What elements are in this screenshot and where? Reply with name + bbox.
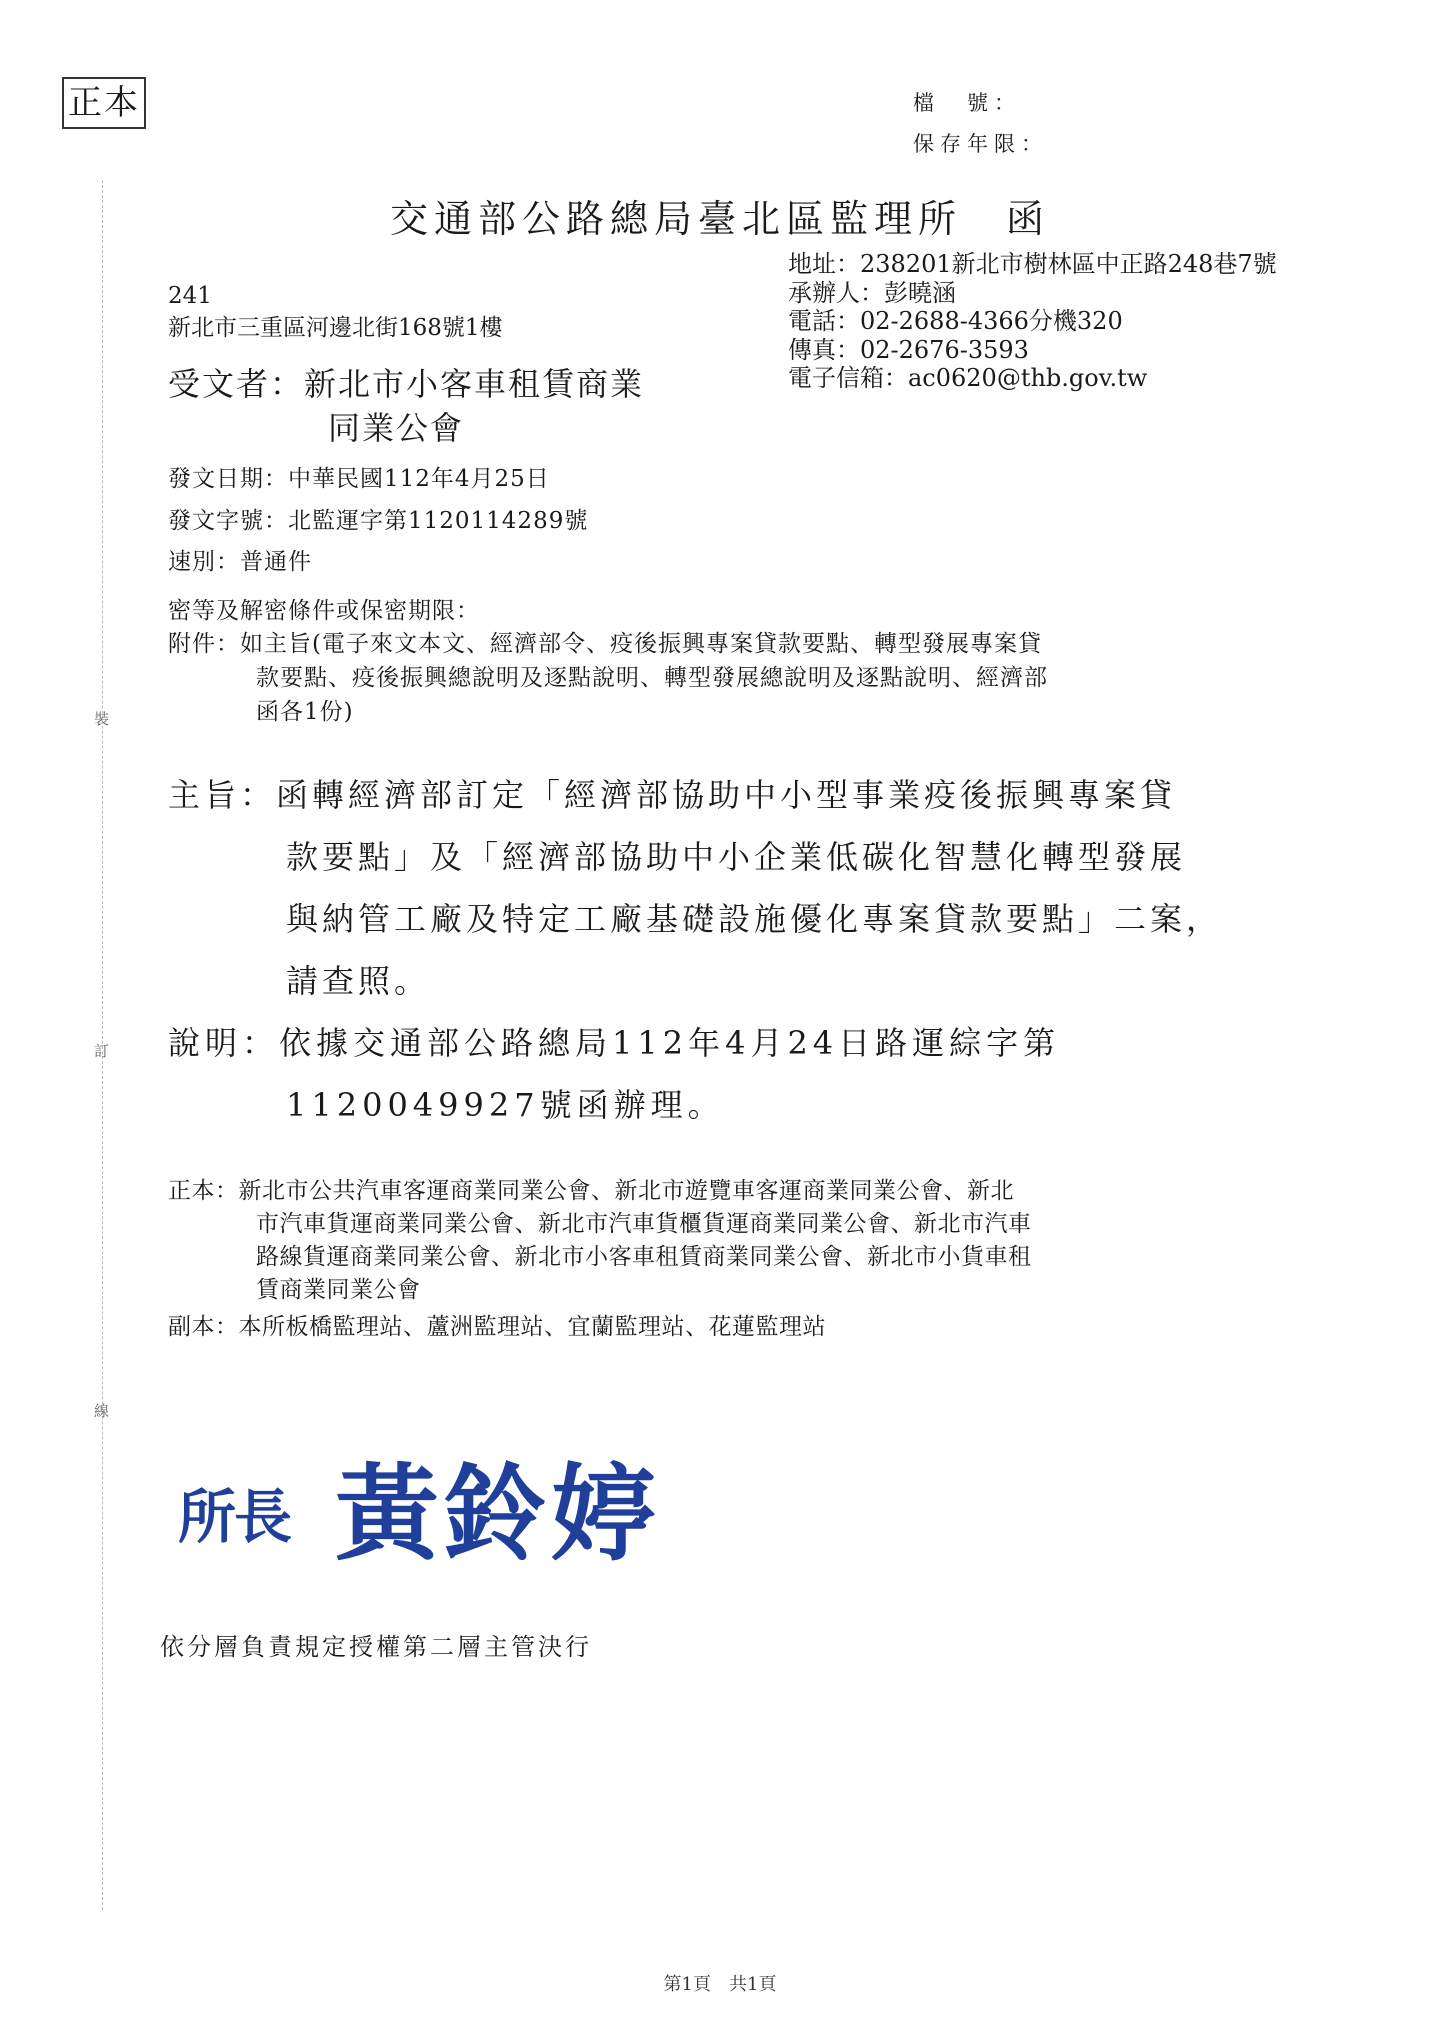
binding-mark-zhuang: 裝	[94, 710, 110, 728]
original-copy-line-2: 市汽車貨運商業同業公會、新北市汽車貨櫃貨運商業同業公會、新北市汽車	[256, 1211, 1032, 1237]
authorization-note: 依分層負責規定授權第二層主管決行	[160, 1633, 592, 1661]
subject-line-4: 請查照。	[286, 962, 431, 1000]
attachment-line-1: 附件：如主旨(電子來文本文、經濟部令、疫後振興專案貸款要點、轉型發展專案貸	[168, 631, 1042, 657]
retention-label: 保存年限：	[913, 132, 1048, 156]
sender-address: 地址：238201新北市樹林區中正路248巷7號	[788, 250, 1277, 278]
binding-mark-xian: 線	[94, 1402, 110, 1420]
original-stamp: 正本	[62, 77, 146, 129]
phone: 電話：02-2688-4366分機320	[788, 307, 1123, 335]
explanation	[168, 1012, 1060, 1136]
original-copy-list	[168, 1175, 1032, 1307]
original-copy-line-4: 賃商業同業公會	[256, 1277, 421, 1303]
original-copy-line-3: 路線貨運商業同業公會、新北市小客車租賃商業同業公會、新北市小貨車租	[256, 1244, 1032, 1270]
attachment-line-3: 函各1份)	[256, 699, 354, 725]
subject-line-3: 與納管工廠及特定工廠基礎設施優化專案貸款要點」二案，	[286, 900, 1223, 938]
sender-contact	[788, 250, 1277, 393]
recipient	[168, 362, 644, 450]
issue-date: 發文日期：中華民國112年4月25日	[168, 466, 550, 492]
document-title: 交通部公路總局臺北區監理所 函	[389, 197, 1050, 241]
recipient-postal-code: 241	[168, 283, 212, 309]
original-copy-line-1: 正本：新北市公共汽車客運商業同業公會、新北市遊覽車客運商業同業公會、新北	[168, 1178, 1014, 1204]
email: 電子信箱：ac0620@thb.gov.tw	[788, 364, 1148, 392]
binding-mark-ding: 訂	[94, 1042, 110, 1060]
secrecy-level: 密等及解密條件或保密期限：	[168, 598, 480, 624]
signature-title: 所長	[178, 1483, 291, 1551]
explanation-line-2: 1120049927號函辦理。	[286, 1086, 725, 1124]
file-number-label: 檔 號：	[913, 91, 1021, 115]
fax: 傳真：02-2676-3593	[788, 335, 1029, 364]
duplicate-copy-list: 副本：本所板橋監理站、蘆洲監理站、宜蘭監理站、花蓮監理站	[168, 1314, 826, 1340]
speed-class: 速別：普通件	[168, 549, 312, 575]
subject-line-2: 款要點」及「經濟部協助中小企業低碳化智慧化轉型發展	[286, 838, 1187, 876]
recipient-line-1: 受文者：新北市小客車租賃商業	[168, 365, 645, 403]
recipient-line-2: 同業公會	[328, 409, 465, 447]
subject-line-1: 主旨：函轉經濟部訂定「經濟部協助中小型事業疫後振興專案貸	[168, 776, 1177, 814]
issue-number: 發文字號：北監運字第1120114289號	[168, 508, 589, 534]
attachment-line-2: 款要點、疫後振興總說明及逐點說明、轉型發展總說明及逐點說明、經濟部	[256, 665, 1048, 691]
recipient-address-block	[168, 280, 503, 344]
subject	[168, 764, 1222, 1012]
page-footer: 第1頁 共1頁	[663, 1974, 777, 1995]
explanation-line-1: 說明：依據交通部公路總局112年4月24日路運綜字第	[168, 1024, 1061, 1062]
recipient-address: 新北市三重區河邊北街168號1樓	[168, 315, 503, 341]
handler: 承辦人：彭曉涵	[788, 278, 956, 307]
attachment	[168, 627, 1048, 729]
signature-name: 黃鈴婷	[335, 1452, 660, 1575]
